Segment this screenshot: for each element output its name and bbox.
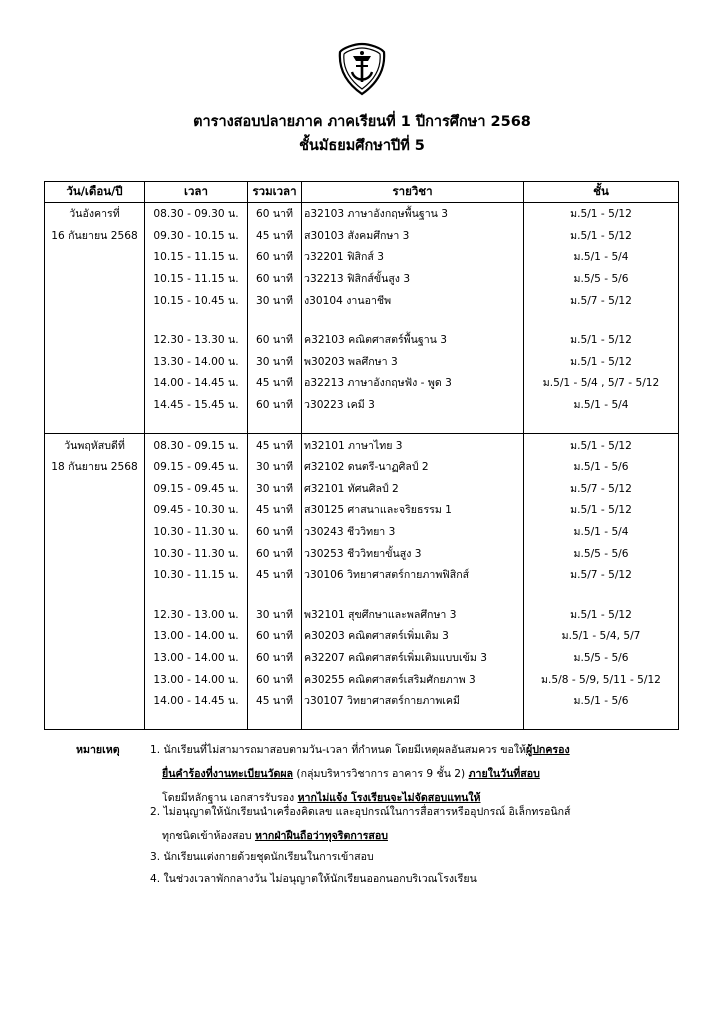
empty-cell <box>45 604 145 626</box>
date-label: 18 กันยายน 2568 <box>45 456 145 478</box>
empty-cell <box>45 625 145 647</box>
class-cell: ม.5/1 - 5/12 <box>524 203 679 225</box>
notes-label: หมายเหตุ <box>76 744 120 756</box>
class-cell: ม.5/1 - 5/12 <box>524 225 679 247</box>
class-cell: ม.5/7 - 5/12 <box>524 564 679 586</box>
duration-cell: 45 นาที <box>248 225 302 247</box>
empty-cell <box>45 564 145 586</box>
header-time: เวลา <box>145 182 248 203</box>
duration-cell: 30 นาที <box>248 604 302 626</box>
time-cell: 13.00 - 14.00 น. <box>145 668 248 690</box>
spacer-row <box>45 311 679 329</box>
empty-cell <box>45 246 145 268</box>
duration-cell: 45 นาที <box>248 564 302 586</box>
subject-cell: ว30106 วิทยาศาสตร์กายภาพฟิสิกส์ <box>302 564 524 586</box>
subject-cell: ค30255 คณิตศาสตร์เสริมศักยภาพ 3 <box>302 668 524 690</box>
empty-cell <box>45 372 145 394</box>
subject-cell: ว32213 ฟิสิกส์ขั้นสูง 3 <box>302 268 524 290</box>
class-cell: ม.5/1 - 5/12 <box>524 351 679 373</box>
subject-cell: ค32207 คณิตศาสตร์เพิ่มเติมแบบเข้ม 3 <box>302 647 524 669</box>
duration-cell: 30 นาที <box>248 456 302 478</box>
table-row <box>45 521 679 543</box>
header-duration: รวมเวลา <box>248 182 302 203</box>
note-2-warning: หากฝ่าฝืนถือว่าทุจริตการสอบ <box>254 830 388 842</box>
empty-cell <box>45 311 145 329</box>
table-row <box>45 351 679 373</box>
spacer-row <box>45 586 679 604</box>
subject-cell: ส30125 ศาสนาและจริยธรรม 1 <box>302 499 524 521</box>
duration-cell: 45 นาที <box>248 434 302 456</box>
subject-cell: พ32101 สุขศึกษาและพลศึกษา 3 <box>302 604 524 626</box>
class-cell: ม.5/1 - 5/4 <box>524 521 679 543</box>
note-1-guardian: ผู้ปกครอง <box>526 744 570 756</box>
class-cell: ม.5/5 - 5/6 <box>524 647 679 669</box>
time-cell: 13.30 - 14.00 น. <box>145 351 248 373</box>
table-row <box>45 625 679 647</box>
empty-cell <box>248 415 302 434</box>
subject-cell: ว30243 ชีววิทยา 3 <box>302 521 524 543</box>
time-cell: 09.15 - 09.45 น. <box>145 478 248 500</box>
duration-cell: 60 นาที <box>248 394 302 416</box>
time-cell: 13.00 - 14.00 น. <box>145 625 248 647</box>
duration-cell: 30 นาที <box>248 289 302 311</box>
duration-cell: 30 นาที <box>248 478 302 500</box>
empty-cell <box>45 690 145 712</box>
table-row <box>45 394 679 416</box>
empty-cell <box>248 586 302 604</box>
time-cell: 12.30 - 13.30 น. <box>145 329 248 351</box>
header-subject: รายวิชา <box>302 182 524 203</box>
duration-cell: 60 นาที <box>248 647 302 669</box>
time-cell: 14.45 - 15.45 น. <box>145 394 248 416</box>
class-cell: ม.5/1 - 5/12 <box>524 604 679 626</box>
empty-cell <box>248 711 302 730</box>
table-row <box>45 564 679 586</box>
duration-cell: 60 นาที <box>248 246 302 268</box>
subject-cell: พ30203 พลศึกษา 3 <box>302 351 524 373</box>
spacer-row <box>45 415 679 434</box>
subject-cell: ส30103 สังคมศึกษา 3 <box>302 225 524 247</box>
header-date: วัน/เดือน/ปี <box>45 182 145 203</box>
empty-cell <box>145 586 248 604</box>
duration-cell: 60 นาที <box>248 625 302 647</box>
table-row <box>45 268 679 290</box>
time-cell: 10.15 - 10.45 น. <box>145 289 248 311</box>
time-cell: 09.15 - 09.45 น. <box>145 456 248 478</box>
empty-cell <box>45 289 145 311</box>
table-row <box>45 499 679 521</box>
table-row <box>45 289 679 311</box>
empty-cell <box>45 542 145 564</box>
duration-cell: 60 นาที <box>248 329 302 351</box>
time-cell: 13.00 - 14.00 น. <box>145 647 248 669</box>
page-subtitle: ชั้นมัธยมศึกษาปีที่ 5 <box>299 138 425 154</box>
note-1-text: 1. นักเรียนที่ไม่สามารถมาสอบตามวัน-เวลา ที่กำหนด โดยมีเหตุผลอันสมควร ขอให้ <box>150 744 526 756</box>
duration-cell: 60 นาที <box>248 268 302 290</box>
duration-cell: 45 นาที <box>248 690 302 712</box>
empty-cell <box>302 415 524 434</box>
empty-cell <box>45 268 145 290</box>
day-label: วันอังคารที่ <box>45 203 145 225</box>
empty-cell <box>524 415 679 434</box>
table-row <box>45 604 679 626</box>
duration-cell: 60 นาที <box>248 521 302 543</box>
class-cell: ม.5/1 - 5/4, 5/7 <box>524 625 679 647</box>
time-cell: 14.00 - 14.45 น. <box>145 372 248 394</box>
time-cell: 12.30 - 13.00 น. <box>145 604 248 626</box>
empty-cell <box>45 647 145 669</box>
time-cell: 10.15 - 11.15 น. <box>145 268 248 290</box>
table-row <box>45 203 679 225</box>
class-cell: ม.5/1 - 5/12 <box>524 499 679 521</box>
empty-cell <box>45 499 145 521</box>
table-row <box>45 478 679 500</box>
note-4: 4. ในช่วงเวลาพักกลางวัน ไม่อนุญาตให้นักเรียนออกนอกบริเวณโรงเรียน <box>150 873 477 885</box>
duration-cell: 60 นาที <box>248 203 302 225</box>
day-label: วันพฤหัสบดีที่ <box>45 434 145 456</box>
empty-cell <box>45 478 145 500</box>
empty-cell <box>45 394 145 416</box>
table-row <box>45 434 679 456</box>
subject-cell: ว30253 ชีววิทยาขั้นสูง 3 <box>302 542 524 564</box>
time-cell: 08.30 - 09.15 น. <box>145 434 248 456</box>
class-cell: ม.5/1 - 5/4 <box>524 246 679 268</box>
note-2-text: 2. ไม่อนุญาตให้นักเรียนนำเครื่องคิดเลข และอุปกรณ์ในการสื่อสารหรืออุปกรณ์ อิเล็กทรอนิกส์ <box>150 806 571 818</box>
subject-cell: ค32103 คณิตศาสตร์พื้นฐาน 3 <box>302 329 524 351</box>
note-1-evidence: โดยมีหลักฐาน เอกสารรับรอง <box>162 792 298 804</box>
subject-cell: ค30203 คณิตศาสตร์เพิ่มเติม 3 <box>302 625 524 647</box>
class-cell: ม.5/1 - 5/4 , 5/7 - 5/12 <box>524 372 679 394</box>
empty-cell <box>145 311 248 329</box>
time-cell: 10.30 - 11.30 น. <box>145 521 248 543</box>
class-cell: ม.5/5 - 5/6 <box>524 542 679 564</box>
note-1-location: (กลุ่มบริหารวิชาการ อาคาร 9 ชั้น 2) <box>293 768 469 780</box>
subject-cell: อ32103 ภาษาอังกฤษพื้นฐาน 3 <box>302 203 524 225</box>
class-cell: ม.5/1 - 5/12 <box>524 434 679 456</box>
duration-cell: 45 นาที <box>248 499 302 521</box>
subject-cell: ศ32101 ทัศนศิลป์ 2 <box>302 478 524 500</box>
duration-cell: 60 นาที <box>248 542 302 564</box>
empty-cell <box>45 711 145 730</box>
subject-cell: ง30104 งานอาชีพ <box>302 289 524 311</box>
time-cell: 10.15 - 11.15 น. <box>145 246 248 268</box>
class-cell: ม.5/5 - 5/6 <box>524 268 679 290</box>
class-cell: ม.5/8 - 5/9, 5/11 - 5/12 <box>524 668 679 690</box>
page-title: ตารางสอบปลายภาค ภาคเรียนที่ 1 ปีการศึกษา 2568 <box>193 114 531 130</box>
note-1-deadline: ภายในวันที่สอบ <box>468 768 540 780</box>
time-cell: 09.45 - 10.30 น. <box>145 499 248 521</box>
table-row <box>45 225 679 247</box>
table-row <box>45 456 679 478</box>
school-emblem-icon <box>337 42 387 96</box>
table-header-row <box>45 182 679 203</box>
empty-cell <box>302 711 524 730</box>
subject-cell: อ32213 ภาษาอังกฤษฟัง - พูด 3 <box>302 372 524 394</box>
time-cell: 14.00 - 14.45 น. <box>145 690 248 712</box>
note-1-submit: ยื่นคำร้องที่งานทะเบียนวัดผล <box>162 768 294 780</box>
exam-schedule-table <box>44 181 679 730</box>
time-cell: 09.30 - 10.15 น. <box>145 225 248 247</box>
schedule-body <box>45 203 679 730</box>
empty-cell <box>524 311 679 329</box>
empty-cell <box>524 711 679 730</box>
table-row <box>45 329 679 351</box>
note-1-warning: หากไม่แจ้ง โรงเรียนจะไม่จัดสอบแทนให้ <box>297 792 481 804</box>
subject-cell: ท32101 ภาษาไทย 3 <box>302 434 524 456</box>
empty-cell <box>45 668 145 690</box>
empty-cell <box>45 586 145 604</box>
class-cell: ม.5/1 - 5/12 <box>524 329 679 351</box>
empty-cell <box>524 586 679 604</box>
note-2 <box>150 803 571 844</box>
subject-cell: ว30223 เคมี 3 <box>302 394 524 416</box>
duration-cell: 30 นาที <box>248 351 302 373</box>
table-row <box>45 647 679 669</box>
empty-cell <box>145 415 248 434</box>
empty-cell <box>248 311 302 329</box>
time-cell: 10.30 - 11.15 น. <box>145 564 248 586</box>
table-row <box>45 668 679 690</box>
time-cell: 08.30 - 09.30 น. <box>145 203 248 225</box>
duration-cell: 45 นาที <box>248 372 302 394</box>
empty-cell <box>45 521 145 543</box>
class-cell: ม.5/1 - 5/6 <box>524 456 679 478</box>
note-3: 3. นักเรียนแต่งกายด้วยชุดนักเรียนในการเข้าสอบ <box>150 851 374 863</box>
class-cell: ม.5/1 - 5/4 <box>524 394 679 416</box>
empty-cell <box>145 711 248 730</box>
duration-cell: 60 นาที <box>248 668 302 690</box>
note-2-text-cont: ทุกชนิดเข้าห้องสอบ <box>162 830 255 842</box>
subject-cell: ศ32102 ดนตรี-นาฏศิลป์ 2 <box>302 456 524 478</box>
empty-cell <box>302 586 524 604</box>
table-row <box>45 246 679 268</box>
table-row <box>45 372 679 394</box>
class-cell: ม.5/1 - 5/6 <box>524 690 679 712</box>
date-label: 16 กันยายน 2568 <box>45 225 145 247</box>
spacer-row <box>45 711 679 730</box>
table-row <box>45 542 679 564</box>
note-1 <box>150 741 570 806</box>
class-cell: ม.5/7 - 5/12 <box>524 289 679 311</box>
table-row <box>45 690 679 712</box>
class-cell: ม.5/7 - 5/12 <box>524 478 679 500</box>
empty-cell <box>45 351 145 373</box>
subject-cell: ว30107 วิทยาศาสตร์กายภาพเคมี <box>302 690 524 712</box>
empty-cell <box>45 415 145 434</box>
header-class: ชั้น <box>524 182 679 203</box>
empty-cell <box>45 329 145 351</box>
subject-cell: ว32201 ฟิสิกส์ 3 <box>302 246 524 268</box>
empty-cell <box>302 311 524 329</box>
time-cell: 10.30 - 11.30 น. <box>145 542 248 564</box>
